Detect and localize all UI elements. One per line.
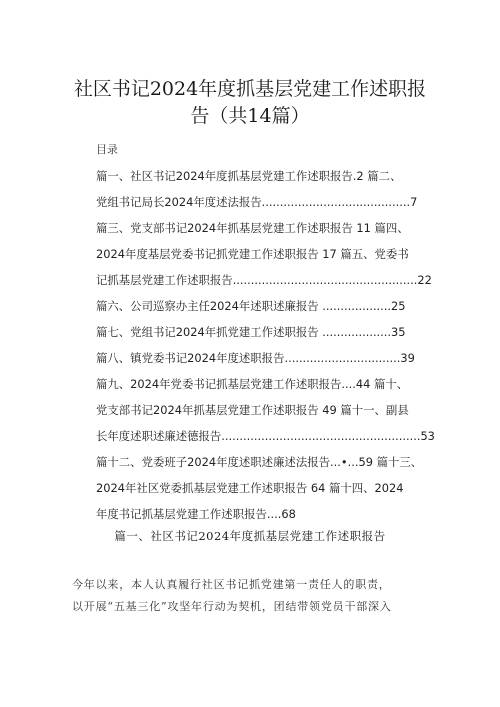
paragraph-line: 今年以来，本人认真履行社区书记抓党建第一责任人的职责，	[72, 578, 391, 591]
toc-line[interactable]: 篇八、镇党委书记2024年度述职报告................................39	[96, 351, 415, 365]
toc-line[interactable]: 篇七、党组书记2024年抓党建工作述职报告 ...................35	[96, 325, 406, 339]
toc-line[interactable]: 党组书记局长2024年度述法报告.........................................7	[96, 195, 418, 209]
section-heading: 篇一、社区书记2024年度抓基层党建工作述职报告	[114, 529, 386, 543]
table-of-contents	[96, 163, 436, 527]
toc-line[interactable]: 篇一、社区书记2024年度抓基层党建工作述职报告.2 篇二、	[96, 169, 402, 183]
toc-heading: 目录	[96, 143, 118, 156]
toc-line[interactable]: 党支部书记2024年抓基层党建工作述职报告 49 篇十一、副县	[96, 403, 409, 417]
toc-line[interactable]: 篇九、2024年党委书记抓基层党建工作述职报告....44 篇十、	[96, 377, 409, 391]
toc-line[interactable]: 篇三、党支部书记2024年抓基层党建工作述职报告 11 篇四、	[96, 221, 409, 235]
body-paragraph	[72, 574, 442, 618]
toc-line[interactable]: 长年度述职述廉述德报告.......................................................53	[96, 429, 435, 443]
toc-line[interactable]: 年度书记抓基层党建工作述职报告....68	[96, 507, 296, 521]
toc-line[interactable]: 2024年度基层党委书记抓党建工作述职报告 17 篇五、党委书	[96, 247, 409, 261]
document-title-line-1: 社区书记2024年度抓基层党建工作述职报	[73, 78, 427, 100]
document-title-line-2: 告（共14篇）	[190, 105, 310, 127]
toc-line[interactable]: 篇十二、党委班子2024年度述职述廉述法报告...•...59 篇十三、	[96, 455, 423, 469]
paragraph-line: 以开展“五基三化”攻坚年行动为契机，团结带领党员干部深入	[72, 600, 392, 613]
toc-line[interactable]: 记抓基层党建工作述职报告...................................................22	[96, 273, 432, 287]
toc-line[interactable]: 篇六、公司巡察办主任2024年述职述廉报告 ...................25	[96, 299, 406, 313]
toc-line[interactable]: 2024年社区党委抓基层党建工作述职报告 64 篇十四、2024	[96, 481, 404, 495]
